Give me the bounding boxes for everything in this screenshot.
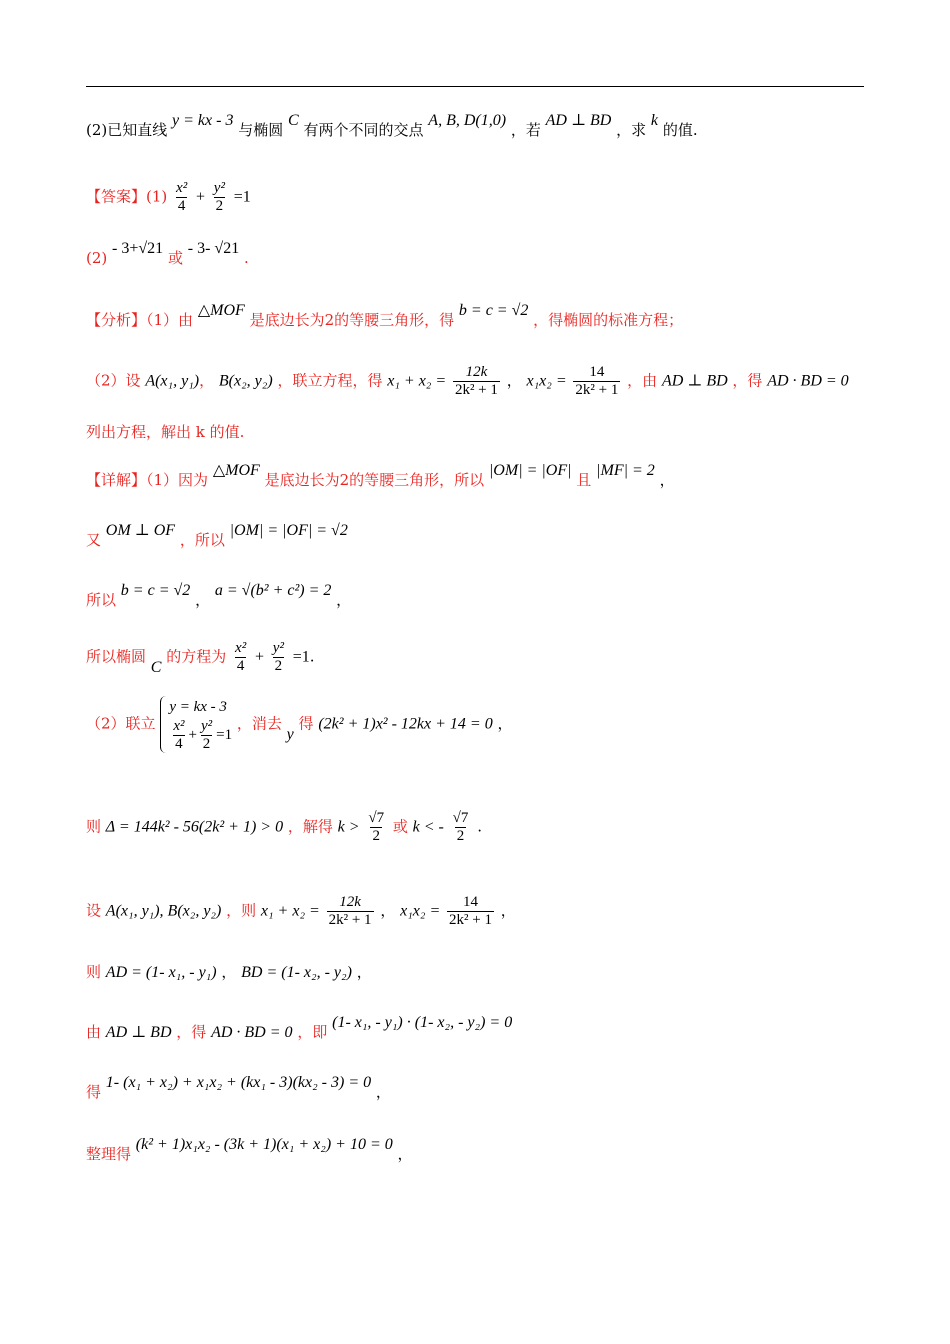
analysis-part-label: （2）设: [86, 371, 141, 390]
fraction: $\frac{\text{y²}}{2}$: [213, 180, 225, 214]
answer-value-1: - 3+√21: [112, 240, 164, 257]
detail-line-4: 所以椭圆 C 的方程为 $\frac{\text{x²}}{4}$ + $\frac{\text{y²}}{2}$ =1.: [86, 640, 315, 676]
triangle: △MOF: [197, 302, 245, 319]
problem-text: 与椭圆: [238, 121, 284, 139]
detail-label: 【详解】（1）因为: [86, 471, 209, 489]
fraction: $\frac{\text{x²}}{4}$: [235, 640, 247, 674]
discriminant: Δ = 144k² - 56(2k² + 1) > 0: [105, 818, 284, 836]
analysis-line-3: 列出方程，解出 k 的值.: [86, 423, 245, 441]
points: A, B, D(1,0): [428, 112, 507, 129]
period: .: [243, 249, 249, 267]
equation: b = c = √2: [458, 302, 529, 319]
expanded-equation: 1- (x₁ + x₂) + x₁x₂ + (kx₁ - 3)(kx₂ - 3) = 0: [105, 1074, 372, 1091]
fraction: $\frac{14}{\text{2k² + 1}}$: [449, 894, 493, 928]
equation-rhs: =1: [233, 188, 251, 206]
fraction: $\frac{\text{y²}}{2}$: [272, 640, 284, 674]
problem-text: ，若: [510, 121, 541, 139]
equation: b = c = √2: [120, 582, 191, 599]
analysis-text: ，得椭圆的标准方程；: [533, 311, 684, 329]
fraction: $\frac{12k}{\text{2k² + 1}}$: [454, 364, 498, 398]
quadratic: (2k² + 1)x² - 12kx + 14 = 0: [318, 715, 493, 733]
detail-line-10: 得 1- (x₁ + x₂) + x₁x₂ + (kx₁ - 3)(kx₂ - 3) = 0 ，: [86, 1074, 391, 1101]
analysis-line-2: （2）设 A(x₁, y₁)， B(x₂, y₂) ，联立方程，得 x₁ + x₂ = $\frac{12k}{\text{2k² + 1}}$ ， x₁x₂ = $\frac{14}{\text{2k² + 1}}$ ，由 AD ⊥ BD ，得 AD · BD = 0: [86, 364, 849, 398]
answer-line-1: 【答案】(1) $\frac{\text{x²}}{4}$ + $\frac{\text{y²}}{2}$ =1: [86, 180, 251, 214]
or-word: 或: [167, 249, 183, 267]
part-prefix: (2): [86, 249, 108, 267]
detail-text: 是底边长为2的等腰三角形，所以: [264, 471, 485, 489]
detail-line-6: 则 Δ = 144k² - 56(2k² + 1) > 0 ，解得 k > $\frac{√7}{2}$ 或 k < - $\frac{√7}{2}$ .: [86, 810, 482, 844]
problem-text: 有两个不同的交点: [303, 121, 424, 139]
perpendicular: OM ⊥ OF: [105, 522, 176, 539]
detail-line-1: 【详解】（1）因为 △MOF 是底边长为2的等腰三角形，所以 |OM| = |OF| 且 |MF| = 2 ，: [86, 462, 675, 489]
analysis-text: ，得: [732, 371, 763, 390]
vector-ad: AD = (1- x₁, - y₁): [105, 964, 217, 981]
detail-line-7: 设 A(x₁, y₁), B(x₂, y₂) ，则 x₁ + x₂ = $\frac{12k}{\text{2k² + 1}}$ ， x₁x₂ = $\frac{14}{\text{2k² + 1}}$ ，: [86, 894, 516, 928]
sum-lhs: x₁ + x₂ =: [387, 372, 447, 390]
equation: |MF| = 2: [596, 462, 655, 479]
answer-value-2: - 3- √21: [187, 240, 240, 257]
variable-k: k: [650, 112, 659, 129]
and-word: 且: [576, 471, 592, 489]
dot-expansion: (1- x₁, - y₁) · (1- x₂, - y₂) = 0: [332, 1014, 513, 1031]
analysis-text: ，联立方程，得: [277, 371, 383, 390]
fraction: $\frac{12k}{\text{2k² + 1}}$: [328, 894, 372, 928]
product-lhs: x₁x₂ =: [526, 372, 567, 390]
detail-line-3: 所以 b = c = √2 ， a = √(b² + c²) = 2 ，: [86, 582, 352, 609]
problem-2: [86, 112, 698, 141]
equation: a = √(b² + c²) = 2: [214, 582, 332, 599]
vector-bd: BD = (1- x₂, - y₂): [241, 964, 352, 981]
analysis-text: 是底边长为2的等腰三角形，得: [249, 311, 455, 329]
analysis-text: ，由: [627, 371, 658, 390]
problem-prefix: (2)已知直线: [86, 121, 168, 139]
ellipse-name: C: [288, 112, 299, 129]
answer-line-2: [86, 240, 249, 269]
equation-system: y = kx - 3 $\frac{\text{x²}}{4}$ + $\frac{\text{y²}}{2}$ =1: [160, 696, 232, 753]
dot-product: AD · BD = 0: [767, 372, 849, 390]
detail-line-8: 则 AD = (1- x₁, - y₁) ， BD = (1- x₂, - y₂) ，: [86, 963, 372, 981]
fraction: $\frac{\text{x²}}{4}$: [176, 180, 188, 214]
ellipse-name: C: [150, 658, 162, 676]
problem-text: 的值.: [662, 121, 698, 139]
line-equation: y = kx - 3: [172, 112, 234, 129]
triangle: △MOF: [212, 462, 260, 479]
answer-label: 【答案】(1): [86, 187, 168, 206]
detail-line-2: 又 OM ⊥ OF ，所以 |OM| = |OF| = √2: [86, 522, 348, 549]
point-a: A(x₁, y₁): [145, 372, 200, 390]
fraction: $\frac{√7}{2}$: [368, 810, 385, 844]
condition: AD ⊥ BD: [661, 372, 728, 390]
analysis-line-1: [86, 302, 684, 331]
fraction: $\frac{√7}{2}$: [452, 810, 469, 844]
detail-line-11: 整理得 (k² + 1)x₁x₂ - (3k + 1)(x₁ + x₂) + 10 = 0 ，: [86, 1136, 413, 1163]
detail-line-9: 由 AD ⊥ BD ，得 AD · BD = 0 ，即 (1- x₁, - y₁) · (1- x₂, - y₂) = 0: [86, 1014, 513, 1041]
point-b: B(x₂, y₂): [218, 372, 273, 390]
points-ab: A(x₁, y₁), B(x₂, y₂): [105, 902, 222, 920]
detail-line-5: （2）联立 y = kx - 3 $\frac{\text{x²}}{4}$ + $\frac{\text{y²}}{2}$ =1 ，消去 y 得 (2k² + 1)x² - 12kx + 14 = 0 ，: [86, 696, 513, 753]
analysis-label: 【分析】（1）由: [86, 311, 194, 329]
problem-text: ，求: [616, 121, 647, 139]
top-rule: [86, 86, 864, 87]
equation: |OM| = |OF| = √2: [229, 522, 348, 539]
condition: AD ⊥ BD: [545, 112, 612, 129]
equation: |OM| = |OF|: [488, 462, 572, 479]
fraction: $\frac{14}{\text{2k² + 1}}$: [575, 364, 619, 398]
final-equation: (k² + 1)x₁x₂ - (3k + 1)(x₁ + x₂) + 10 = 0: [135, 1136, 393, 1153]
